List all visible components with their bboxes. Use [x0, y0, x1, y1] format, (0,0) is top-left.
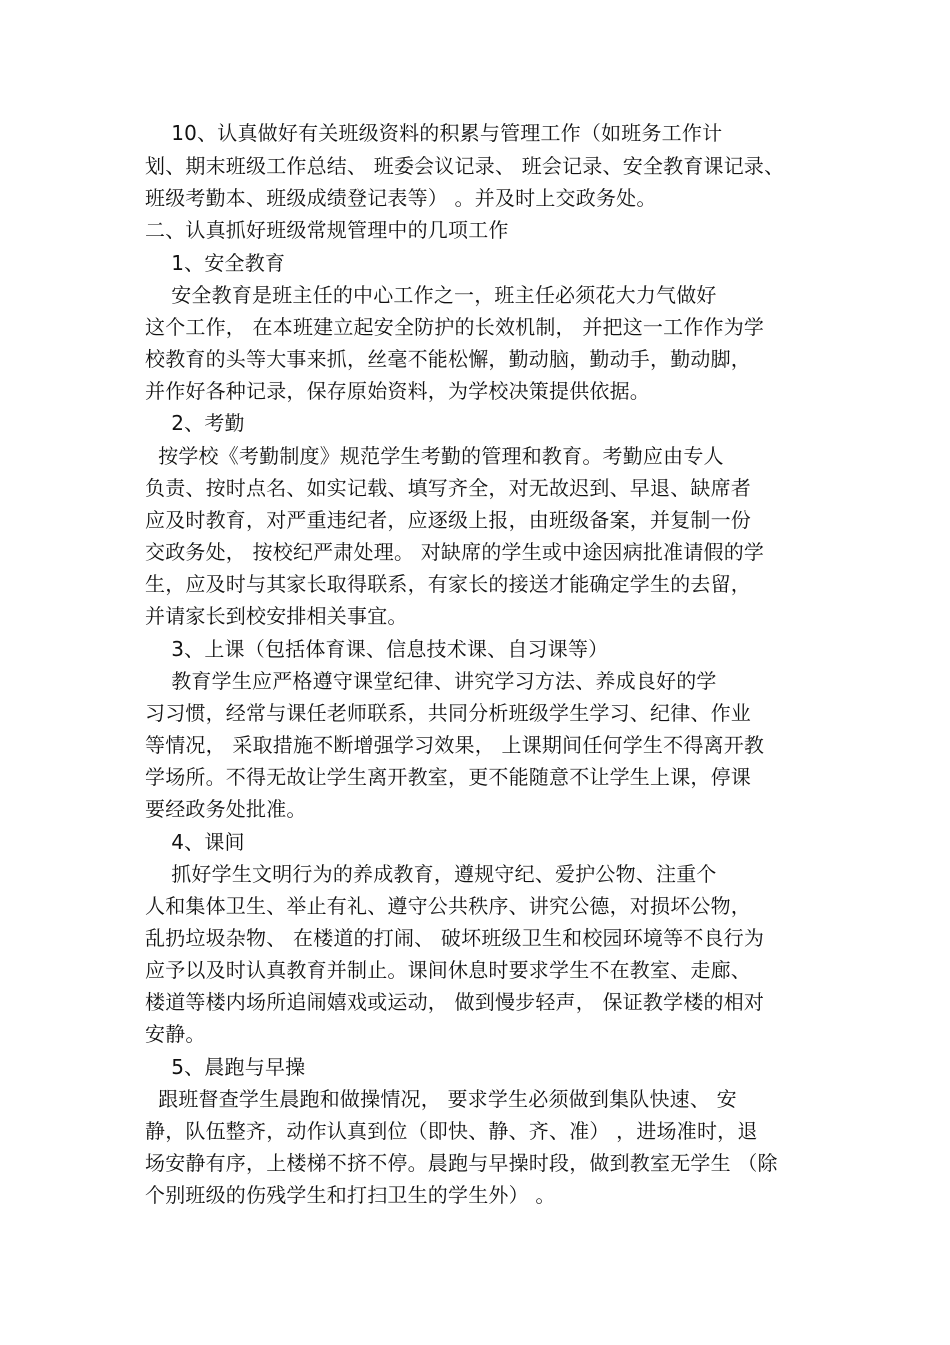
text-line: 学场所。不得无故让学生离开教室，更不能随意不让学生上课，停课 — [145, 765, 751, 789]
text-line: 乱扔垃圾杂物、 在楼道的打闹、 破坏班级卫生和校园环境等不良行为 — [145, 926, 765, 950]
text-line: 跟班督查学生晨跑和做操情况， 要求学生必须做到集队快速、 安 — [145, 1087, 737, 1111]
subsection-heading: 5、晨跑与早操 — [145, 1055, 306, 1079]
text-line: 抓好学生文明行为的养成教育，遵规守纪、爱护公物、注重个 — [145, 862, 717, 886]
text-line: 按学校《考勤制度》规范学生考勤的管理和教育。考勤应由专人 — [145, 444, 724, 468]
section-heading: 二、认真抓好班级常规管理中的几项工作 — [145, 218, 509, 242]
subsection-heading: 4、课间 — [145, 830, 245, 854]
text-line: 负责、按时点名、如实记载、填写齐全，对无故迟到、早退、缺席者 — [145, 476, 751, 500]
text-line: 并请家长到校安排相关事宜。 — [145, 604, 408, 628]
text-line: 班级考勤本、班级成绩登记表等） 。并及时上交政务处。 — [145, 186, 657, 210]
text-line: 交政务处， 按校纪严肃处理。 对缺席的学生或中途因病批准请假的学 — [145, 540, 765, 564]
text-line: 校教育的头等大事来抓，丝毫不能松懈，勤动脑，勤动手，勤动脚， — [145, 347, 751, 371]
text-line: 应及时教育，对严重违纪者，应逐级上报，由班级备案，并复制一份 — [145, 508, 751, 532]
text-line: 这个工作， 在本班建立起安全防护的长效机制， 并把这一工作作为学 — [145, 315, 765, 339]
text-line: 个别班级的伤残学生和打扫卫生的学生外） 。 — [145, 1183, 556, 1207]
text-line: 10、认真做好有关班级资料的积累与管理工作（如班务工作计 — [145, 121, 723, 145]
text-line: 应予以及时认真教育并制止。课间休息时要求学生不在教室、走廊、 — [145, 958, 751, 982]
text-line: 安全教育是班主任的中心工作之一，班主任必须花大力气做好 — [145, 283, 717, 307]
text-line: 安静。 — [145, 1022, 206, 1046]
text-line: 划、期末班级工作总结、 班委会议记录、 班会记录、安全教育课记录、 — [145, 154, 785, 178]
subsection-heading: 2、考勤 — [145, 411, 245, 435]
text-line: 楼道等楼内场所追闹嬉戏或运动， 做到慢步轻声， 保证教学楼的相对 — [145, 990, 765, 1014]
text-line: 习习惯，经常与课任老师联系，共同分析班级学生学习、纪律、作业 — [145, 701, 751, 725]
text-line: 要经政务处批准。 — [145, 797, 307, 821]
text-line: 等情况， 采取措施不断增强学习效果， 上课期间任何学生不得离开教 — [145, 733, 765, 757]
text-line: 人和集体卫生、举止有礼、遵守公共秩序、讲究公德，对损坏公物， — [145, 894, 751, 918]
subsection-heading: 1、安全教育 — [145, 251, 286, 275]
text-line: 生，应及时与其家长取得联系，有家长的接送才能确定学生的去留， — [145, 572, 751, 596]
text-line: 教育学生应严格遵守课堂纪律、讲究学习方法、养成良好的学 — [145, 669, 717, 693]
text-line: 静，队伍整齐，动作认真到位（即快、静、齐、准） ，进场准时，退 — [145, 1119, 758, 1143]
text-line: 并作好各种记录，保存原始资料，为学校决策提供依据。 — [145, 379, 650, 403]
text-line: 场安静有序，上楼梯不挤不停。晨跑与早操时段，做到教室无学生 （除 — [145, 1151, 778, 1175]
subsection-heading: 3、上课（包括体育课、信息技术课、自习课等） — [145, 637, 609, 661]
